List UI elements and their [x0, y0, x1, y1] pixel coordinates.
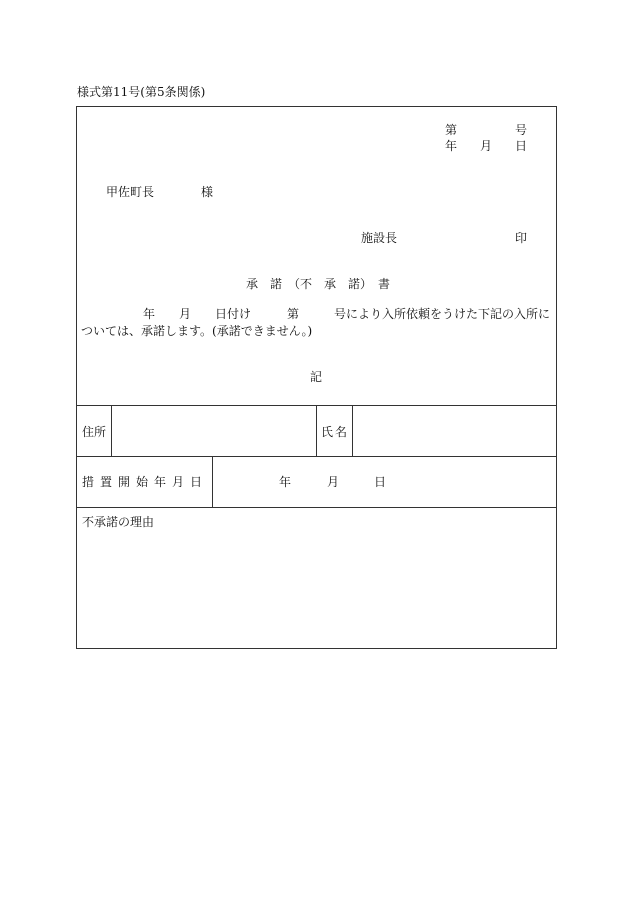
body-dai: 第	[287, 307, 300, 321]
date-day: 日	[374, 475, 387, 489]
body-line1-tail: 号により入所依頼をうけた下記の入所に	[334, 307, 551, 321]
divider-address-date	[76, 456, 556, 457]
addressee-honorific: 様	[201, 185, 214, 199]
body-year: 年	[143, 307, 156, 321]
sender-seal: 印	[515, 231, 528, 245]
divider-date-label	[212, 456, 213, 507]
date-month: 月	[327, 475, 340, 489]
divider-name-label	[352, 405, 353, 456]
body-dated: 日付け	[215, 307, 252, 321]
divider-address-label	[111, 405, 112, 456]
form-number: 様式第11号(第5条関係)	[77, 85, 206, 99]
header-dai: 第	[445, 123, 458, 137]
ki-heading: 記	[310, 370, 323, 384]
header-gou: 号	[515, 123, 528, 137]
body-line2: ついては、承諾します。(承諾できません。)	[81, 324, 313, 338]
body-month: 月	[179, 307, 192, 321]
addressee-name: 甲佐町長	[106, 185, 155, 199]
reason-label: 不承諾の理由	[82, 515, 155, 529]
start-date-label: 措置開始年月日	[82, 475, 209, 489]
header-day: 日	[515, 139, 528, 153]
address-label: 住所	[82, 425, 107, 439]
header-month: 月	[480, 139, 493, 153]
name-label: 氏名	[321, 425, 350, 439]
divider-address-name	[316, 405, 317, 456]
sender-title: 施設長	[361, 231, 398, 245]
header-year: 年	[445, 139, 458, 153]
date-year: 年	[279, 475, 292, 489]
divider-date-reason	[76, 507, 556, 508]
document-title: 承 諾 （不 承 諾） 書	[246, 277, 391, 291]
